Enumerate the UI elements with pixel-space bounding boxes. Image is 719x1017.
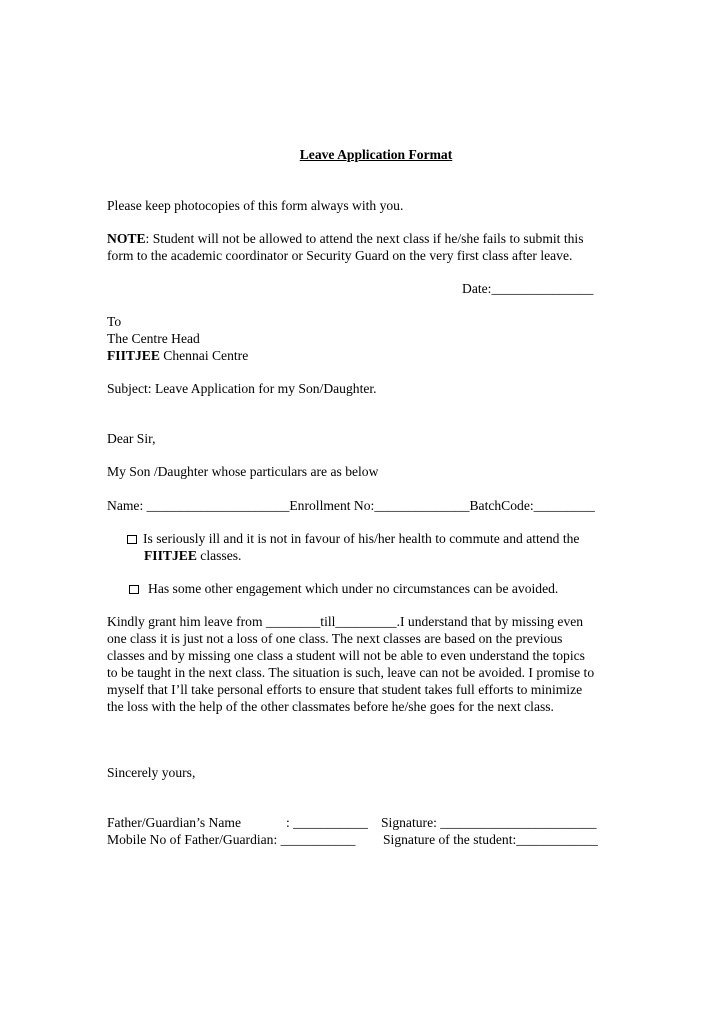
intro-text: My Son /Daughter whose particulars are as below xyxy=(107,464,379,479)
note-line-1 xyxy=(107,230,584,247)
subject-line: Subject: Leave Application for my Son/Daughter. xyxy=(107,381,377,396)
note-text-1: : Student will not be allowed to attend the next class if he/she fails to submit this xyxy=(145,231,584,246)
address-centre xyxy=(107,347,248,364)
body-line-3: classes and by missing one class a student will not be able to even understand the topics xyxy=(107,648,585,663)
signature-field: Signature: _______________________ xyxy=(381,815,597,830)
body-line-5: myself that I’ll take personal efforts to ensure that student takes full efforts to minimize xyxy=(107,682,583,697)
checkbox-engagement[interactable] xyxy=(129,585,139,594)
address-recipient: The Centre Head xyxy=(107,331,200,346)
option-ill-line-1 xyxy=(127,530,579,547)
date-field: Date:_______________ xyxy=(462,281,594,296)
body-line-4: to be taught in the next class. The situation is such, leave can not be avoided. I promise to xyxy=(107,665,595,680)
particulars-line: Name: _____________________Enrollment No:______________BatchCode:_________ xyxy=(107,498,595,513)
address-to: To xyxy=(107,314,122,329)
note-line-2: form to the academic coordinator or Security Guard on the very first class after leave. xyxy=(107,248,573,263)
body-line-6: the loss with the help of the other classmates before he/she goes for the next class. xyxy=(107,699,554,714)
mobile-field: Mobile No of Father/Guardian: ___________ xyxy=(107,832,356,847)
body-line-1: Kindly grant him leave from ________till_________.I understand that by missing even xyxy=(107,614,584,629)
option-ill-org: FIITJEE xyxy=(144,548,197,563)
closing: Sincerely yours, xyxy=(107,765,196,780)
option-ill-line-2 xyxy=(144,547,241,564)
option-engagement xyxy=(129,580,558,597)
option-engagement-text: Has some other engagement which under no circumstances can be avoided. xyxy=(148,581,559,596)
salutation: Dear Sir, xyxy=(107,431,156,446)
page-title: Leave Application Format xyxy=(299,147,453,162)
org-name: FIITJEE xyxy=(107,348,160,363)
option-ill-rest: classes. xyxy=(196,548,242,563)
father-name-field: : ___________ xyxy=(286,815,368,830)
instruction-text: Please keep photocopies of this form always with you. xyxy=(107,198,404,213)
body-line-2: one class it is just not a loss of one class. The next classes are based on the previous xyxy=(107,631,563,646)
note-label: NOTE xyxy=(107,231,146,246)
centre-name: Chennai Centre xyxy=(159,348,249,363)
option-ill-text: Is seriously ill and it is not in favour of his/her health to commute and attend the xyxy=(143,531,580,546)
checkbox-ill[interactable] xyxy=(127,535,137,544)
student-signature-field: Signature of the student:____________ xyxy=(383,832,598,847)
father-name-label: Father/Guardian’s Name xyxy=(107,815,242,830)
